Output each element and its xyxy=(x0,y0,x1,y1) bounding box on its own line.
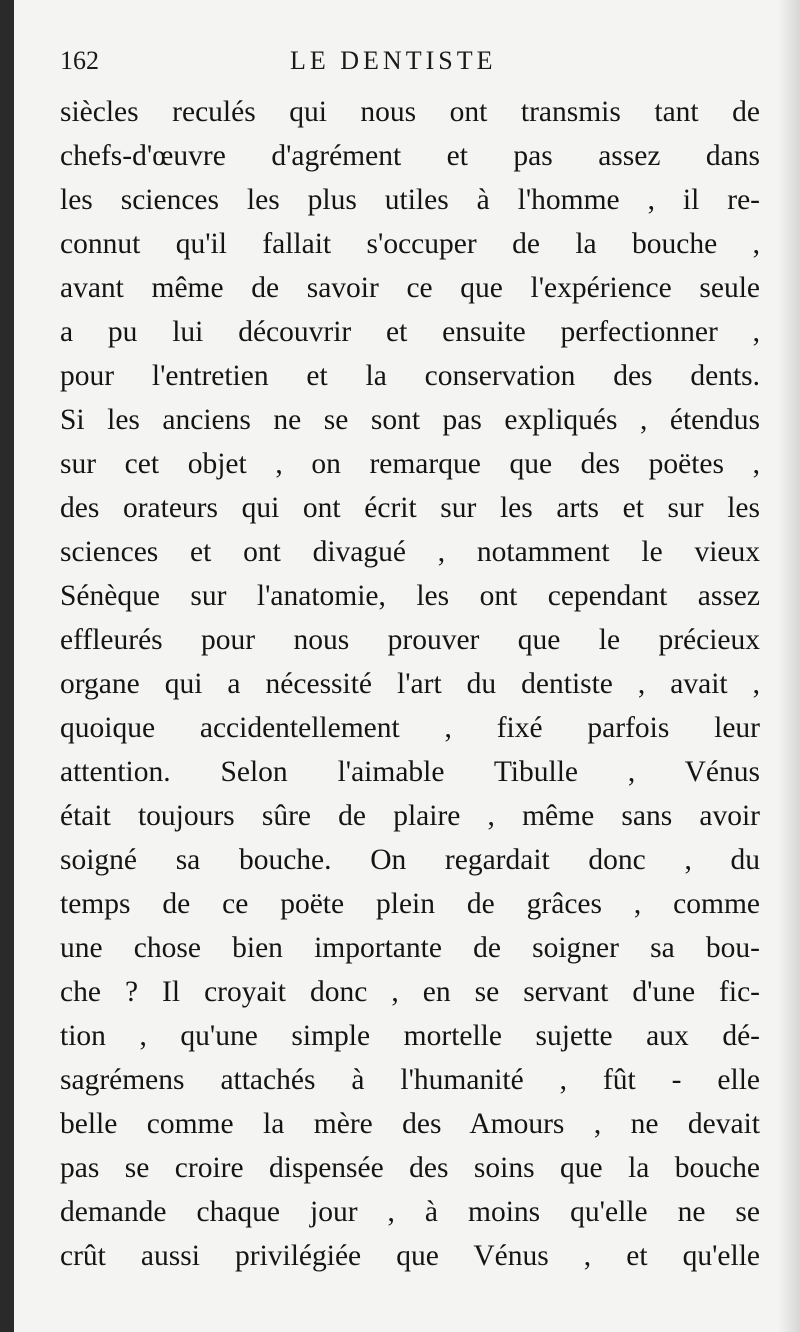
text-line: temps de ce poëte plein de grâces , comme xyxy=(60,888,760,920)
text-line: attention. Selon l'aimable Tibulle , Vénus xyxy=(60,756,760,788)
text-line: demande chaque jour , à moins qu'elle ne se xyxy=(60,1196,760,1228)
text-line: avant même de savoir ce que l'expérience seule xyxy=(60,272,760,304)
text-line: soigné sa bouche. On regardait donc , du xyxy=(60,844,760,876)
text-line: connut qu'il fallait s'occuper de la bouche , xyxy=(60,228,760,260)
text-line: Sénèque sur l'anatomie, les ont cependant assez xyxy=(60,580,760,612)
text-line: des orateurs qui ont écrit sur les arts et sur les xyxy=(60,492,760,524)
text-line: était toujours sûre de plaire , même sans avoir xyxy=(60,800,760,832)
text-line: quoique accidentellement , fixé parfois leur xyxy=(60,712,760,744)
text-line: Si les anciens ne se sont pas expliqués , étendus xyxy=(60,404,760,436)
text-line: tion , qu'une simple mortelle sujette aux dé- xyxy=(60,1020,760,1052)
text-line: sagrémens attachés à l'humanité , fût - elle xyxy=(60,1064,760,1096)
text-line: crût aussi privilégiée que Vénus , et qu'elle xyxy=(60,1240,760,1272)
text-line: les sciences les plus utiles à l'homme , il re- xyxy=(60,184,760,216)
body-text xyxy=(60,90,760,1278)
text-line: belle comme la mère des Amours , ne devait xyxy=(60,1108,760,1140)
text-line: une chose bien importante de soigner sa bou- xyxy=(60,932,760,964)
text-line: pour l'entretien et la conservation des dents. xyxy=(60,360,760,392)
text-line: a pu lui découvrir et ensuite perfectionner , xyxy=(60,316,760,348)
running-title: LE DENTISTE xyxy=(290,46,497,75)
page-header xyxy=(60,40,760,80)
text-line: che ? Il croyait donc , en se servant d'une fic- xyxy=(60,976,760,1008)
text-line: sciences et ont divagué , notamment le vieux xyxy=(60,536,760,568)
text-line: pas se croire dispensée des soins que la bouche xyxy=(60,1152,760,1184)
text-line: chefs-d'œuvre d'agrément et pas assez dans xyxy=(60,140,760,172)
text-line: sur cet objet , on remarque que des poëtes , xyxy=(60,448,760,480)
text-line: organe qui a nécessité l'art du dentiste , avait , xyxy=(60,668,760,700)
text-line: effleurés pour nous prouver que le précieux xyxy=(60,624,760,656)
text-line: siècles reculés qui nous ont transmis tant de xyxy=(60,96,760,128)
page-number: 162 xyxy=(60,46,99,75)
